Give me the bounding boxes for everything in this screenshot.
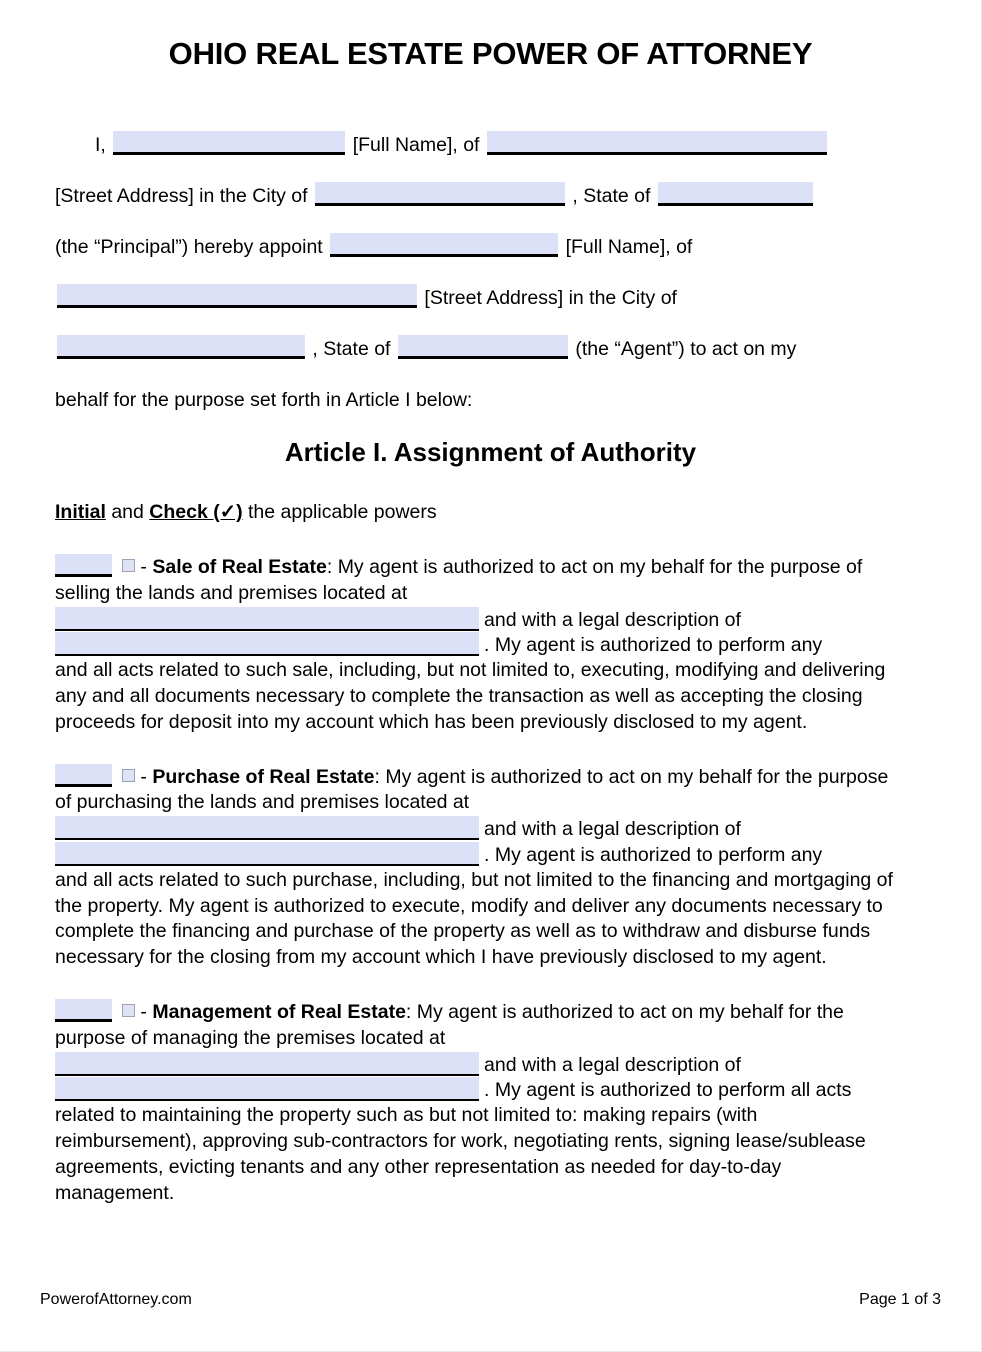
page-footer	[0, 1291, 981, 1313]
power-heading-sale: Sale of Real Estate	[152, 556, 327, 578]
blank-row	[55, 816, 895, 842]
checkbox-sale[interactable]	[122, 559, 135, 572]
agent-street-address-field[interactable]	[57, 284, 417, 308]
legal-description-field-management[interactable]	[55, 1077, 479, 1101]
intro-line-4	[55, 273, 935, 324]
legal-description-field-sale[interactable]	[55, 632, 479, 656]
blank-tail-text: . My agent is authorized to perform any	[484, 843, 823, 866]
agent-city-field[interactable]	[57, 335, 305, 359]
power-rest-purchase: and all acts related to such purchase, including, but not limited to the financing and mortgaging of the property. My agent is authorized to execute, modify and deliver any documents necessary to complete the financing and purchase of the property as well as to withdraw and disburse funds necessary for the closing from my account which I have previously disclosed to my agent.	[55, 868, 893, 969]
intro-label-agent-state: , State of	[312, 338, 391, 360]
agent-state-field[interactable]	[398, 335, 568, 359]
power-rest-sale: and all acts related to such sale, including, but not limited to, executing, modifying and delivering any and all documents necessary to complete the transaction as well as accepting the closing proceeds for deposit into my account which has been previously disclosed to my agent.	[55, 659, 886, 733]
intro-label-agent-act: (the “Agent”) to act on my	[575, 338, 797, 360]
blank-tail-text: . My agent is authorized to perform all acts	[484, 1079, 852, 1102]
powers-list	[55, 554, 895, 1234]
principal-state-field[interactable]	[658, 182, 813, 206]
instruction-tail: the applicable powers	[242, 501, 437, 523]
instruction-line	[55, 500, 437, 524]
instruction-and-word: and	[105, 501, 150, 523]
initials-field-sale[interactable]	[55, 554, 112, 577]
intro-section	[55, 120, 935, 426]
intro-label-i: I,	[95, 134, 106, 156]
power-paragraph	[55, 554, 895, 736]
intro-label-state: , State of	[572, 185, 651, 207]
intro-label-fullname-of: [Full Name], of	[352, 134, 480, 156]
power-heading-purchase: Purchase of Real Estate	[152, 765, 375, 788]
property-location-field-management[interactable]	[55, 1052, 479, 1076]
power-lead-management: My agent is authorized to act on my behalf for the purpose of managing the premises located at	[55, 1000, 844, 1049]
checkbox-management[interactable]	[122, 1004, 135, 1017]
blank-tail-text: and with a legal description of	[484, 1053, 741, 1076]
footer-page-number: Page 1 of 3	[859, 1291, 941, 1308]
initials-field-purchase[interactable]	[55, 764, 112, 787]
power-colon: :	[326, 556, 338, 578]
power-heading-management: Management of Real Estate	[152, 1000, 406, 1023]
property-location-field-purchase[interactable]	[55, 816, 479, 840]
intro-line-6: behalf for the purpose set forth in Article I below:	[55, 389, 473, 411]
blank-row	[55, 1077, 895, 1103]
article-heading: Article I. Assignment of Authority	[284, 437, 697, 467]
intro-label-street-city: [Street Address] in the City of	[55, 185, 308, 207]
power-block-management	[55, 999, 895, 1206]
power-paragraph	[55, 764, 895, 971]
intro-line-1	[55, 120, 935, 171]
power-rest-management: related to maintaining the property such as but not limited to: making repairs (with reimbursement), approving sub-contractors for work, negotiating rents, signing lease/sublease agreements, evicting tenants and any other representation as needed for day-to-day management.	[55, 1104, 866, 1204]
blank-row	[55, 1052, 895, 1078]
intro-line-2	[55, 171, 935, 222]
property-location-field-sale[interactable]	[55, 607, 479, 631]
power-dash: -	[135, 1000, 153, 1023]
intro-label-principal-appoint: (the “Principal”) hereby appoint	[55, 236, 323, 258]
principal-full-name-field[interactable]	[113, 131, 345, 155]
blank-tail-text: . My agent is authorized to perform any	[484, 634, 823, 657]
principal-street-address-field[interactable]	[487, 131, 827, 155]
instruction-check-word: Check (✓)	[149, 501, 243, 523]
power-colon: :	[405, 1000, 417, 1023]
blank-row	[55, 632, 895, 658]
blank-row	[55, 607, 895, 633]
legal-description-field-purchase[interactable]	[55, 842, 479, 866]
initials-field-management[interactable]	[55, 999, 112, 1022]
power-lead-purchase: My agent is authorized to act on my behalf for the purpose of purchasing the lands and premises located at	[55, 765, 889, 814]
power-block-purchase	[55, 764, 895, 971]
power-colon: :	[374, 765, 386, 788]
checkbox-purchase[interactable]	[122, 769, 135, 782]
intro-line-5	[55, 324, 935, 375]
power-paragraph	[55, 999, 895, 1206]
intro-label-agent-fullname-of: [Full Name], of	[565, 236, 693, 258]
power-block-sale	[55, 554, 895, 736]
intro-label-agent-street-city: [Street Address] in the City of	[424, 287, 677, 309]
power-dash: -	[135, 765, 153, 788]
footer-site-name: PowerofAttorney.com	[40, 1291, 192, 1308]
power-dash: -	[135, 556, 153, 578]
page-title: OHIO REAL ESTATE POWER OF ATTORNEY	[168, 36, 813, 71]
blank-tail-text: and with a legal description of	[484, 608, 741, 631]
blank-row	[55, 842, 895, 868]
power-lead-sale: My agent is authorized to act on my behalf for the purpose of selling the lands and premises located at	[55, 556, 863, 604]
intro-line-3	[55, 222, 935, 273]
blank-tail-text: and with a legal description of	[484, 818, 741, 841]
principal-city-field[interactable]	[315, 182, 565, 206]
instruction-initial-word: Initial	[55, 501, 106, 523]
agent-full-name-field[interactable]	[330, 233, 558, 257]
